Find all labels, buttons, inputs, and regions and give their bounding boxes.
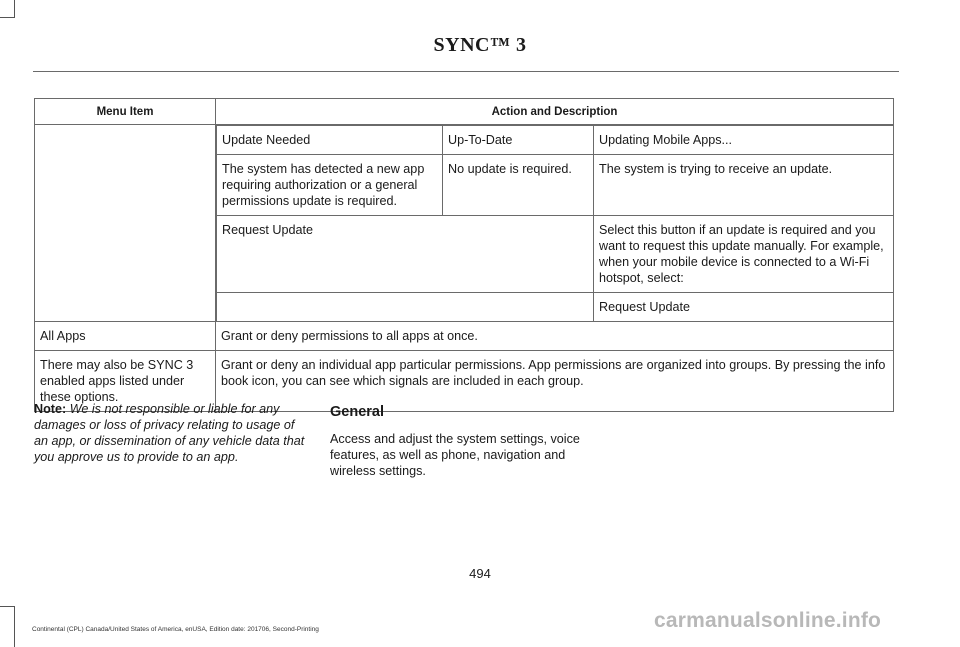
table-row — [217, 216, 894, 293]
header-divider — [33, 71, 899, 72]
status-subtable — [216, 125, 894, 321]
status-updating-desc: The system is trying to receive an update. — [594, 155, 894, 216]
all-apps-desc: Grant or deny permissions to all apps at once. — [216, 322, 894, 351]
status-up-to-date-label: Up-To-Date — [443, 126, 594, 155]
status-up-to-date-desc: No update is required. — [443, 155, 594, 216]
menu-item-all-apps: All Apps — [35, 322, 216, 351]
table-row — [35, 125, 894, 322]
column-header-action: Action and Description — [216, 99, 894, 125]
crop-mark-top-left — [0, 0, 15, 18]
table-row — [35, 322, 894, 351]
nested-table-cell — [216, 125, 894, 322]
empty-cell — [217, 293, 594, 322]
footer-edition: Continental (CPL) Canada/United States of America, enUSA, Edition date: 201706, Second-Printing — [32, 626, 319, 633]
table-row — [217, 126, 894, 155]
request-update-option: Request Update — [594, 293, 894, 322]
status-update-needed-desc: The system has detected a new app requiring authorization or a general permissions update is required. — [217, 155, 443, 216]
note-text: We is not responsible or liable for any damages or loss of privacy relating to usage of an app, or dissemination of any vehicle data that you approve us to provide to an app. — [34, 402, 305, 464]
watermark-logo: carmanualsonline.info — [654, 609, 882, 632]
status-update-needed-label: Update Needed — [217, 126, 443, 155]
request-update-desc: Select this button if an update is required and you want to request this update manually. For example, when your mobile device is connected to a Wi-Fi hotspot, select: — [594, 216, 894, 293]
section-body-general: Access and adjust the system settings, voice features, as well as phone, navigation and wireless settings. — [330, 432, 580, 478]
status-updating-label: Updating Mobile Apps... — [594, 126, 894, 155]
menu-table — [34, 98, 894, 412]
column-header-menu-item: Menu Item — [35, 99, 216, 125]
page-number: 494 — [469, 566, 491, 581]
page-title: SYNC™ 3 — [433, 34, 527, 56]
note-label: Note: — [34, 402, 67, 416]
note-paragraph — [34, 401, 306, 465]
crop-mark-bottom-left — [0, 606, 15, 647]
section-heading-general: General — [330, 404, 384, 420]
table-row — [217, 293, 894, 322]
menu-item-sync-apps: There may also be SYNC 3 enabled apps listed under these options. — [35, 351, 216, 412]
table-row — [217, 155, 894, 216]
sync-apps-desc: Grant or deny an individual app particular permissions. App permissions are organized into groups. By pressing the info book icon, you can see which signals are included in each group. — [216, 351, 894, 412]
table-header-row — [35, 99, 894, 125]
empty-menu-cell — [35, 125, 216, 322]
request-update-label: Request Update — [217, 216, 594, 293]
